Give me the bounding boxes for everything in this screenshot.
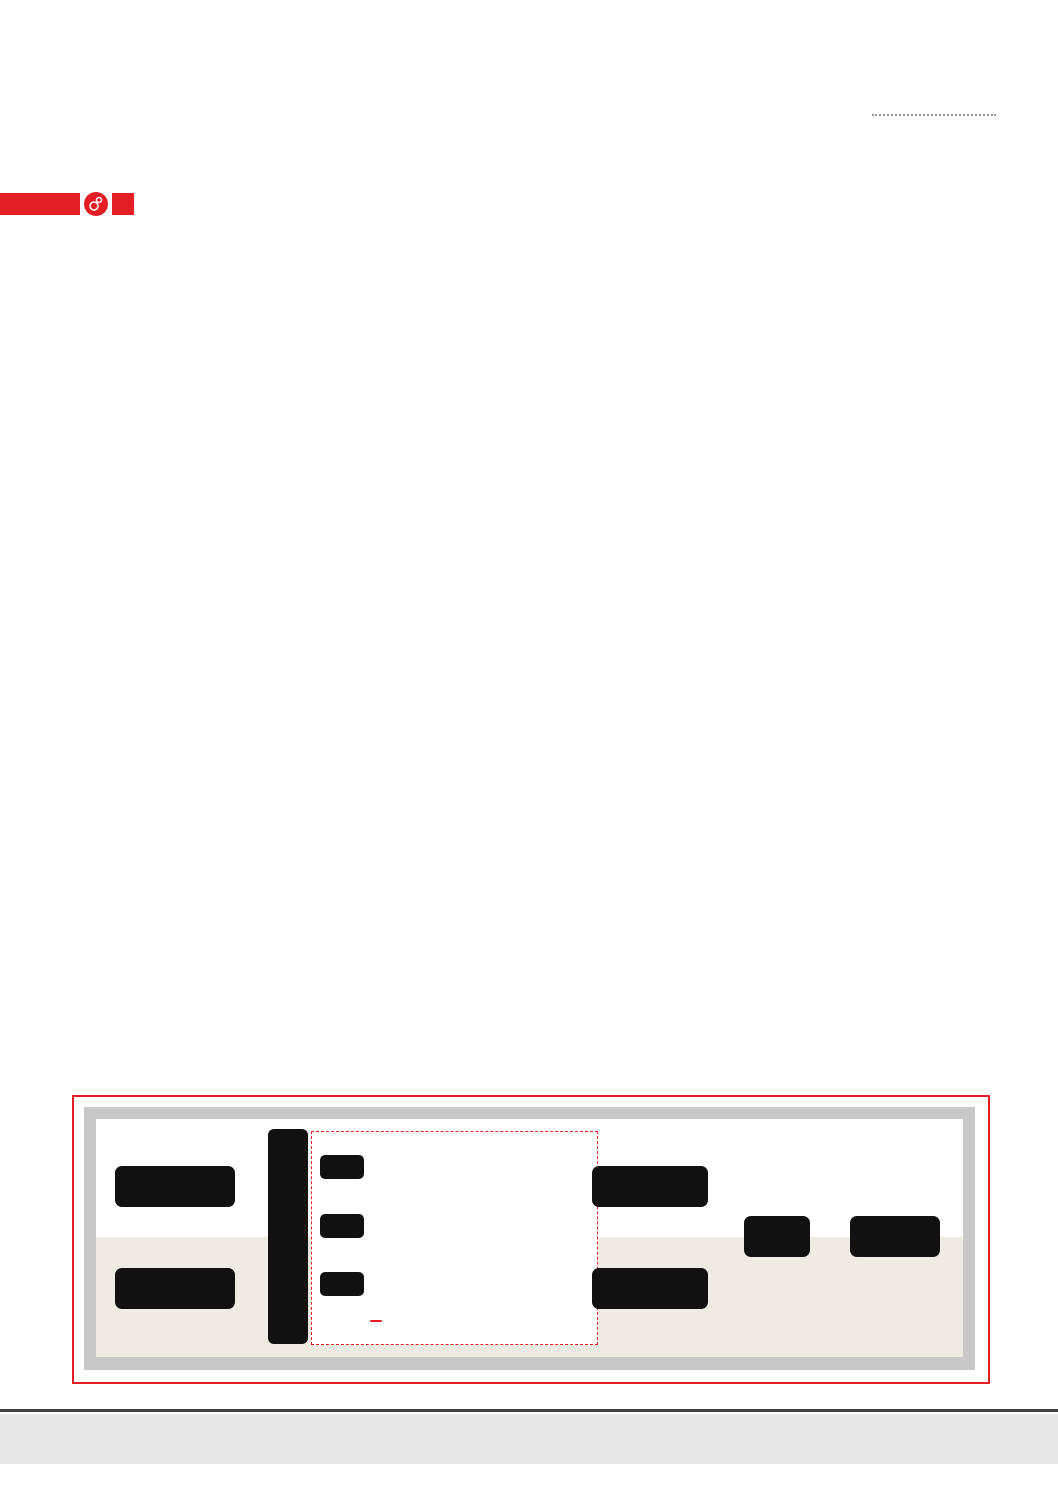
przez-label [744, 1216, 810, 1257]
perfective-verbs-label [592, 1166, 708, 1207]
conjugation-note [370, 1320, 382, 1322]
section-bar-end [112, 193, 134, 215]
imperfective-verbs-label [592, 1268, 708, 1309]
byc-label [115, 1268, 235, 1309]
section-bar [0, 193, 80, 215]
zostac-label [115, 1166, 235, 1207]
footer [0, 1414, 1058, 1464]
suffix-ty [320, 1272, 364, 1296]
suffix-ony [320, 1214, 364, 1238]
footer-rule [0, 1409, 1058, 1412]
grammar-gears-icon [84, 192, 108, 216]
participle-label-box [268, 1129, 308, 1344]
logo-divider [872, 114, 996, 116]
biernik-label [850, 1216, 940, 1257]
suffix-ny [320, 1155, 364, 1179]
